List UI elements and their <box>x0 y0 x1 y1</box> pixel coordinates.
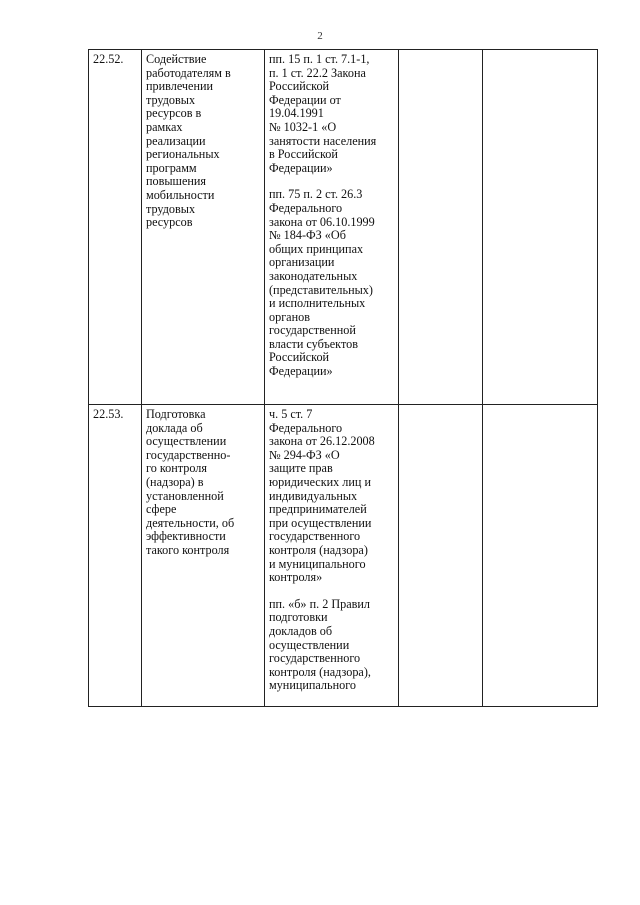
text-line: государственного <box>269 529 361 544</box>
text-line: органов <box>269 309 310 324</box>
text-line: осуществлении <box>146 434 227 449</box>
table-row-22-53 <box>89 405 598 707</box>
text-line: Российской <box>269 350 330 365</box>
text-line: № 1032-1 «О <box>269 119 337 134</box>
text-line: контроля» <box>269 570 323 585</box>
text-line: законодательных <box>269 268 358 283</box>
text-line: Содействие <box>146 52 207 66</box>
text-line: индивидуальных <box>269 488 358 503</box>
column-5-cell <box>483 405 598 707</box>
text-line: № 294-ФЗ «О <box>269 447 340 462</box>
text-line: трудовых <box>146 201 196 216</box>
row-number-cell <box>89 405 142 707</box>
text-line: осуществлении <box>269 637 350 652</box>
legal-basis-paragraph <box>269 53 395 175</box>
text-line: эффективности <box>146 529 226 544</box>
legal-basis-cell <box>265 405 399 707</box>
text-line: сфере <box>146 502 177 517</box>
row-number: 22.52. <box>93 52 124 66</box>
text-line: деятельности, об <box>146 515 235 530</box>
text-line: защите прав <box>269 461 333 476</box>
text-line: и муниципального <box>269 556 366 571</box>
text-line: пп. 75 п. 2 ст. 26.3 <box>269 187 363 202</box>
text-line: Федерации» <box>269 364 333 379</box>
text-line: пп. «б» п. 2 Правил <box>269 596 370 611</box>
text-line: ч. 5 ст. 7 <box>269 407 313 421</box>
text-line: (представительных) <box>269 282 373 297</box>
text-line: программ <box>146 160 197 175</box>
text-line: Российской <box>269 79 330 94</box>
text-line: установленной <box>146 488 224 503</box>
text-line: государственного <box>269 651 361 666</box>
text-line: (надзора) в <box>146 474 204 489</box>
text-line: контроля (надзора) <box>269 542 368 557</box>
text-line: привлечении <box>146 79 214 94</box>
column-5-cell <box>483 50 598 405</box>
text-line: мобильности <box>146 187 215 202</box>
text-line: го контроля <box>146 461 207 476</box>
row-number-cell <box>89 50 142 405</box>
function-name-cell <box>142 50 265 405</box>
column-4-cell <box>399 405 483 707</box>
document-table <box>88 49 598 707</box>
text-line: закона от 26.12.2008 <box>269 434 375 449</box>
row-number: 22.53. <box>93 407 124 421</box>
text-line: Федерации» <box>269 160 333 175</box>
table-row-22-52 <box>89 50 598 405</box>
text-line: доклада об <box>146 420 203 435</box>
text-line: Федерального <box>269 420 343 435</box>
text-line: трудовых <box>146 92 196 107</box>
text-line: закона от 06.10.1999 <box>269 214 375 229</box>
text-line: такого контроля <box>146 542 230 557</box>
column-4-cell <box>399 50 483 405</box>
text-line: реализации <box>146 133 206 148</box>
text-line: работодателям в <box>146 65 231 80</box>
text-line: 19.04.1991 <box>269 106 324 121</box>
text-line: пп. 15 п. 1 ст. 7.1-1, <box>269 52 370 66</box>
text-line: при осуществлении <box>269 515 372 530</box>
text-line: № 184-ФЗ «Об <box>269 228 346 243</box>
text-line: и исполнительных <box>269 296 366 311</box>
text-line: Федерального <box>269 200 343 215</box>
text-line: занятости населения <box>269 133 377 148</box>
text-line: подготовки <box>269 610 328 625</box>
text-line: п. 1 ст. 22.2 Закона <box>269 65 366 80</box>
text-line: региональных <box>146 147 220 162</box>
paragraph-gap <box>269 585 395 598</box>
legal-basis-paragraph <box>269 188 395 378</box>
legal-basis-paragraph <box>269 598 395 693</box>
text-line: предпринимателей <box>269 502 367 517</box>
text-line: Подготовка <box>146 407 206 421</box>
function-name <box>146 408 261 558</box>
legal-basis-paragraph <box>269 408 395 585</box>
function-name <box>146 53 261 230</box>
text-line: муниципального <box>269 678 356 693</box>
text-line: организации <box>269 255 335 270</box>
text-line: власти субъектов <box>269 336 358 351</box>
text-line: ресурсов <box>146 215 193 230</box>
page-number: 2 <box>317 30 323 42</box>
text-line: контроля (надзора), <box>269 664 371 679</box>
text-line: Федерации от <box>269 92 341 107</box>
text-line: государственной <box>269 323 356 338</box>
text-line: рамках <box>146 119 183 134</box>
text-line: государственно- <box>146 447 231 462</box>
text-line: ресурсов в <box>146 106 202 121</box>
text-line: повышения <box>146 174 207 189</box>
function-name-cell <box>142 405 265 707</box>
legal-basis-cell <box>265 50 399 405</box>
text-line: в Российской <box>269 147 338 162</box>
text-line: докладов об <box>269 623 333 638</box>
text-line: общих принципах <box>269 241 364 256</box>
text-line: юридических лиц и <box>269 474 371 489</box>
